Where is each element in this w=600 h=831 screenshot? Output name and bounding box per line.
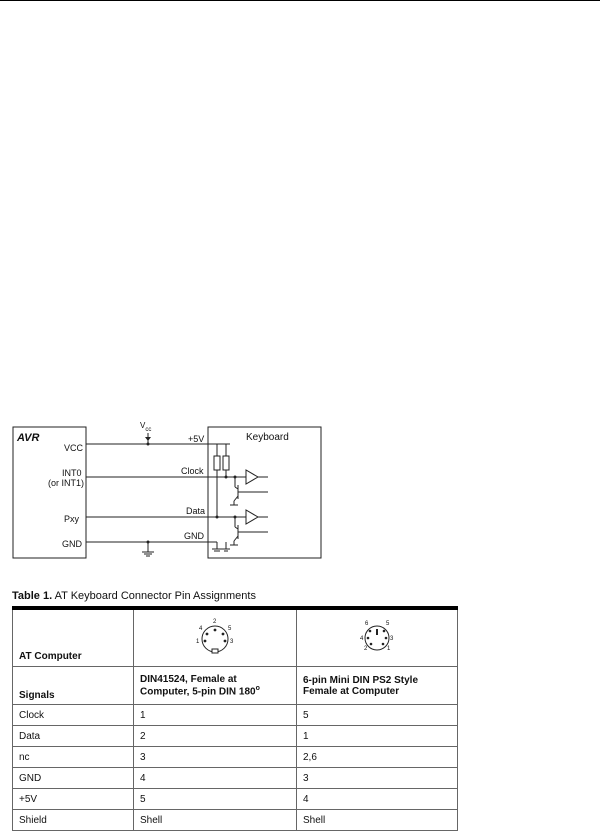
avr-label: AVR [17,432,40,444]
din5-pin-3: 3 [230,638,234,645]
din5-cell: Shell [134,810,297,831]
table-header-row [13,667,458,705]
din5-cell: 4 [134,768,297,789]
din6-cell: 3 [297,768,458,789]
din6-icon-cell [297,608,458,667]
signal-cell: Clock [13,705,134,726]
table-row [13,726,458,747]
din6-pin-3: 3 [390,635,394,642]
table-caption-number: Table 1. [12,590,53,602]
gnd-right-label: GND [184,531,204,541]
header-at-computer: AT Computer [13,608,134,667]
signal-cell: +5V [13,789,134,810]
din6-pin-5: 5 [386,620,390,627]
mini-din6-connector-icon [355,615,399,659]
signal-cell: Data [13,726,134,747]
table-row [13,705,458,726]
header-din5: DIN41524, Female at Computer, 5-pin DIN 180$^o$ [134,667,297,705]
header-signals: Signals [13,667,134,705]
table-caption [12,590,256,602]
din5-pin-4: 4 [199,625,203,632]
din6-cell: 4 [297,789,458,810]
din6-cell: Shell [297,810,458,831]
din6-pin-1: 1 [387,645,391,652]
gnd-left-label: GND [62,539,82,549]
din5-connector-icon [193,615,237,659]
signal-cell: GND [13,768,134,789]
keyboard-label: Keyboard [246,432,289,443]
din5-icon-cell [134,608,297,667]
data-label: Data [186,506,206,516]
din5-cell: 1 [134,705,297,726]
din5-pin-1: 1 [196,638,200,645]
din6-cell: 2,6 [297,747,458,768]
din5-pin-5: 5 [228,625,232,632]
din5-cell: 2 [134,726,297,747]
pxy-label: Pxy [64,514,80,524]
din6-pin-2: 2 [364,645,368,652]
table-row [13,810,458,831]
page-top-rule [0,0,600,1]
pullup-resistor-clock [214,456,220,470]
signal-cell: nc [13,747,134,768]
pullup-resistor-data [223,456,229,470]
pin-assignment-table [12,606,458,831]
data-buffer [246,510,258,524]
din5-cell: 3 [134,747,297,768]
int1-label: (or INT1) [48,478,84,488]
supply-label: $V_{cc}$ [140,421,152,433]
plus5v-label: +5V [188,434,205,444]
din6-pin-4: 4 [360,635,364,642]
table-row [13,768,458,789]
din6-cell: 5 [297,705,458,726]
din5-pin-2: 2 [213,618,217,625]
table-caption-text: AT Keyboard Connector Pin Assignments [54,590,256,602]
clock-buffer [246,470,258,484]
vcc-label: VCC [64,443,84,453]
table-row [13,789,458,810]
keyboard-interface-schematic [0,415,340,565]
int0-label: INT0 [62,468,82,478]
table-row [13,747,458,768]
header-din6: 6-pin Mini DIN PS2 Style Female at Computer [297,667,458,705]
din6-pin-6: 6 [365,620,369,627]
din5-cell: 5 [134,789,297,810]
clock-label: Clock [181,466,204,476]
signal-cell: Shield [13,810,134,831]
table-icon-row [13,608,458,667]
din6-cell: 1 [297,726,458,747]
